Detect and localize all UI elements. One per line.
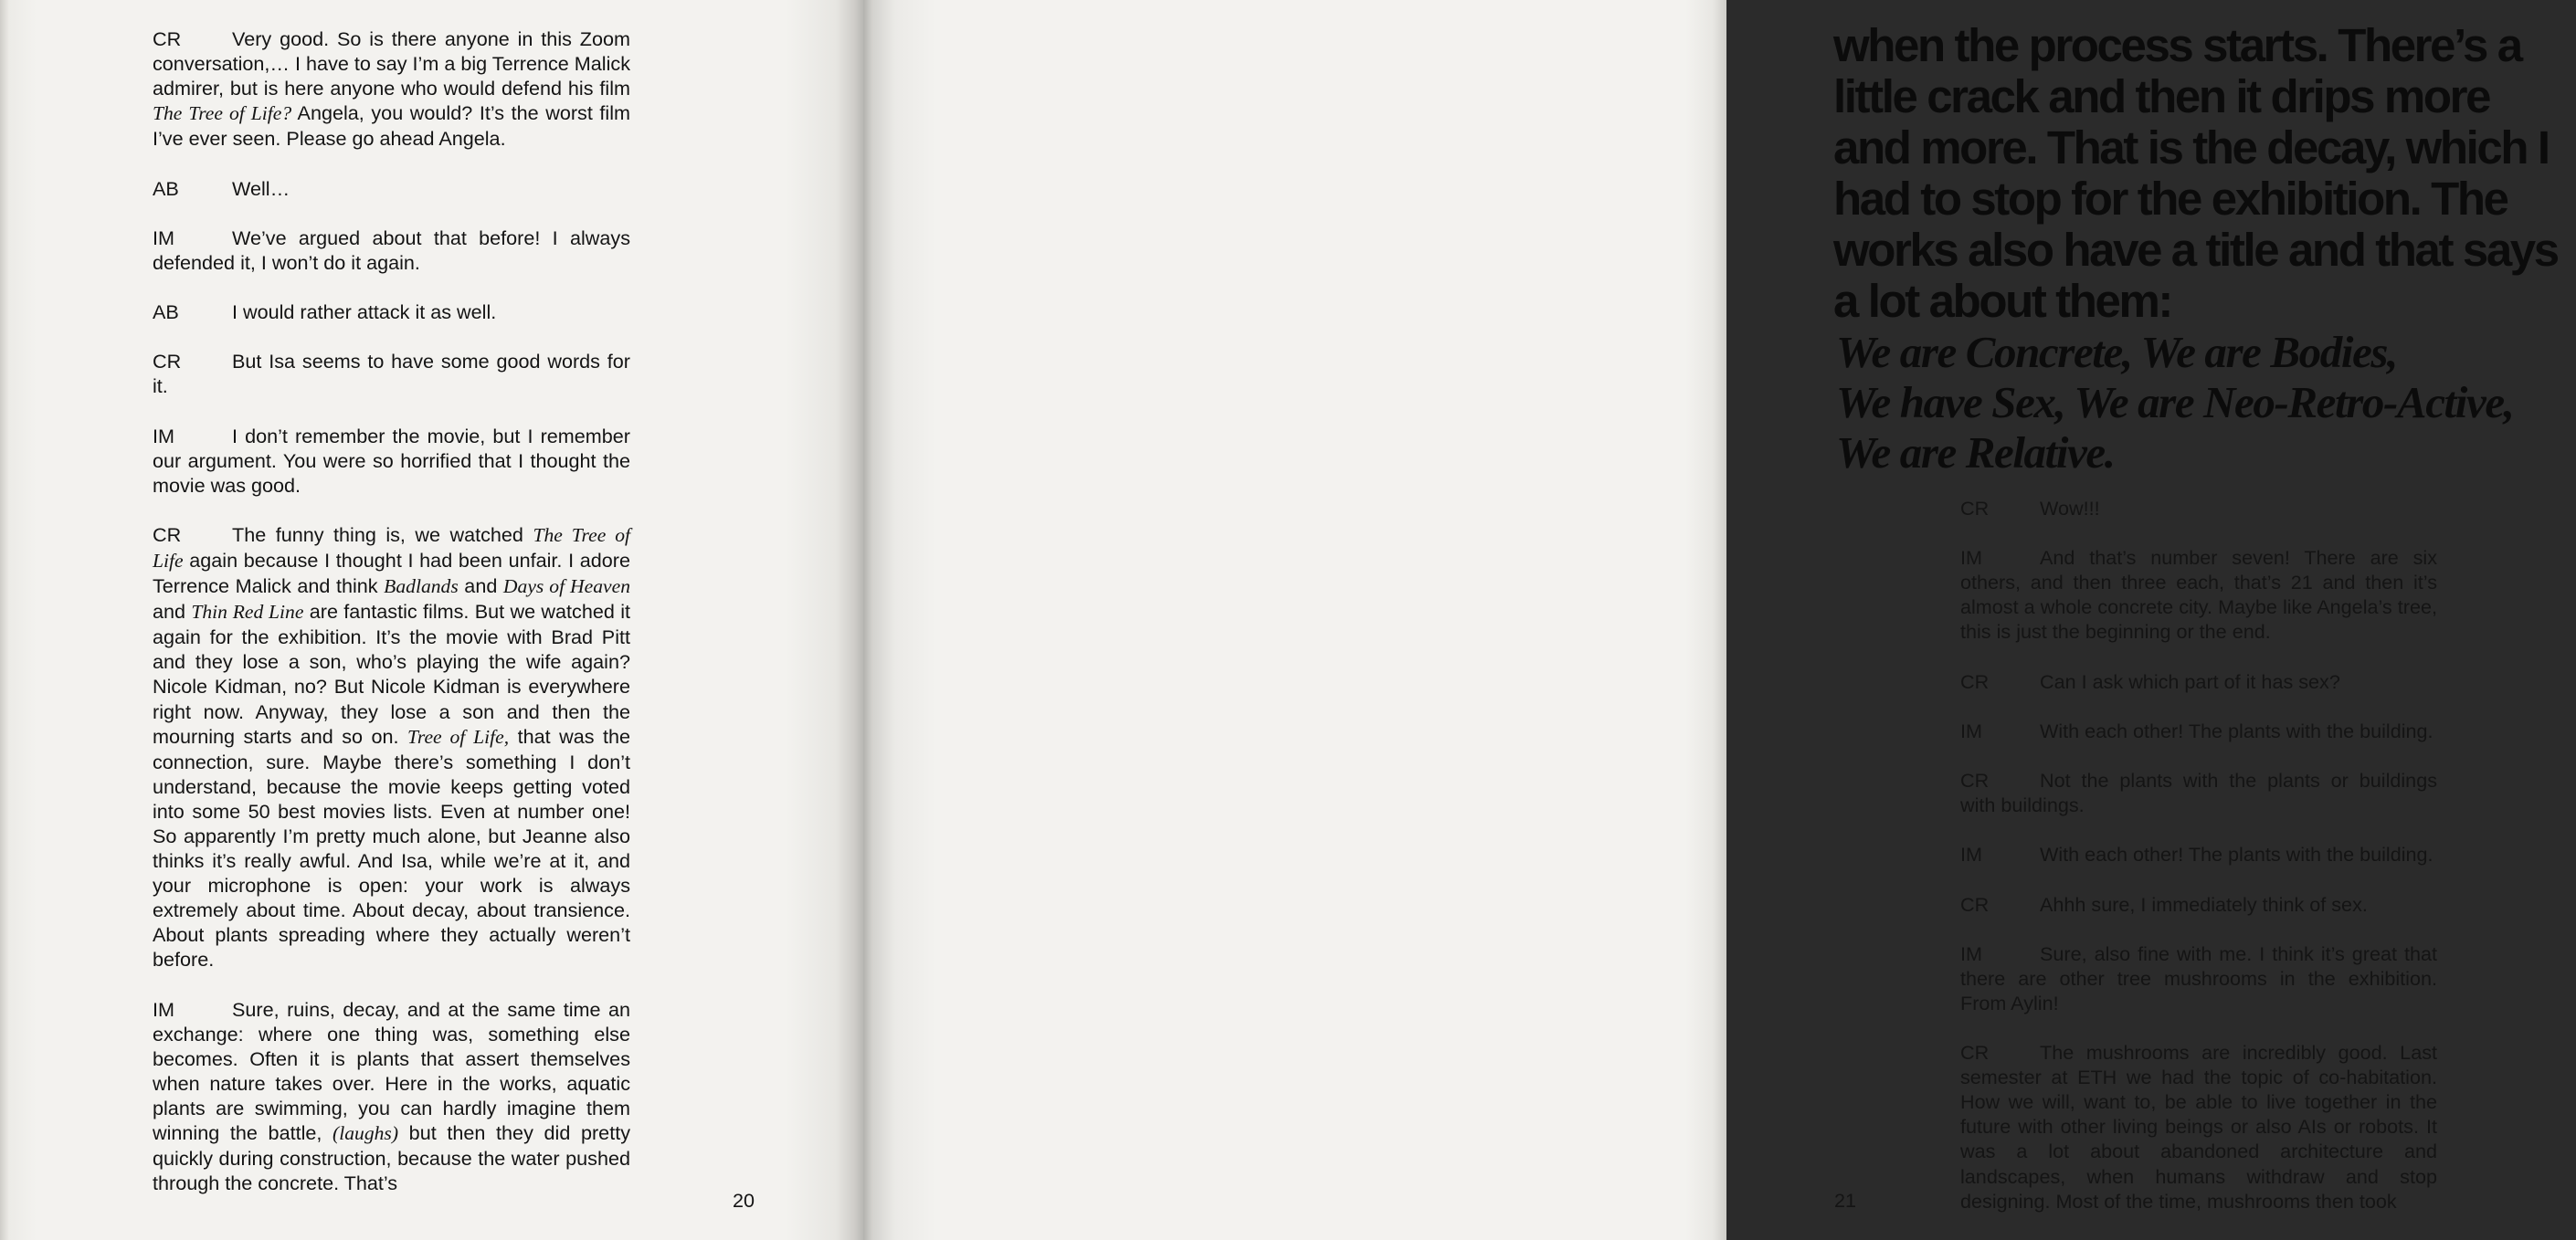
dialogue-text: are fantastic films. But we watched it again for the exhibition. It’s the movie with Brad Pitt and they lose a son, who’s playing the wife again? Nicole Kidman, no? But Nicole Kidman is everywhere right now. Anyway, they lose a son and then the mourning starts and so on. <box>153 600 630 748</box>
speaker-initials: CR <box>153 27 182 50</box>
dialogue-text: but then they did pretty quickly during construction, because the water pushed through the concrete. That’s <box>153 1121 630 1195</box>
dialogue-entry <box>1960 496 2437 520</box>
left-page-dialogue <box>153 26 630 1221</box>
speaker-initials: CR <box>1960 669 1990 693</box>
speaker-initials: IM <box>1960 719 1982 742</box>
dialogue-entry <box>1960 669 2437 694</box>
dialogue-text: And that’s number seven! There are six others, and then three each, that’s 21 and then it’s almost a whole concrete city. Maybe like Angela’s tree, this is just the beginning or the end. <box>1960 546 2437 644</box>
dialogue-text: again because I thought I had been unfair. I adore Terrence Malick and think <box>153 548 630 598</box>
speaker-initials: IM <box>1960 546 1982 570</box>
dialogue-text: I don’t remember the movie, but I remember our argument. You were so horrified that I thought the movie was good. <box>153 424 630 497</box>
speaker-initials: CR <box>1960 1041 1990 1065</box>
dialogue-text: With each other! The plants with the building. <box>2040 719 2433 742</box>
dialogue-text: that was the connection, sure. Maybe there’s something I don’t understand, because the movie keeps getting voted into some 50 best movies lists. Even at number one! So apparently I’m pretty much alone, but Jeanne also thinks it’s really awful. And Isa, while we’re at it, and your microphone is open: your work is always extremely about time. About decay, about transience. About plants spreading where they actually weren’t before. <box>153 724 631 972</box>
dialogue-entry <box>1960 1040 2437 1214</box>
speaker-initials: IM <box>153 997 174 1021</box>
work-title-line: We are Relative. <box>1836 427 2115 478</box>
speaker-initials: CR <box>153 522 182 546</box>
dialogue-text: The mushrooms are incredibly good. Last semester at ETH we had the topic of co-habitation. How we will, want to, be able to live together in the future with other living beings or also AIs or robots. It was a lot about abandoned architecture and landscapes, when humans withdraw and stop designing. Most of the time, mushrooms then took <box>1960 1041 2437 1213</box>
dialogue-text: and <box>458 574 503 598</box>
italic-title: The Tree of Life <box>153 523 630 572</box>
dialogue-text: Well… <box>232 176 290 200</box>
dialogue-entry <box>1960 842 2437 867</box>
dialogue-text: But Isa seems to have some good words for it. <box>153 350 630 398</box>
dialogue-entry <box>153 424 630 498</box>
dialogue-entry <box>153 522 630 972</box>
speaker-initials: AB <box>153 300 179 324</box>
italic-title: Days of Heaven <box>502 575 630 598</box>
dialogue-entry <box>153 26 630 151</box>
speaker-initials: IM <box>153 226 174 249</box>
speaker-initials: IM <box>153 424 174 447</box>
page-number: 20 <box>733 1189 755 1212</box>
speaker-initials: CR <box>1960 892 1990 916</box>
dialogue-text: Wow!!! <box>2040 497 2100 520</box>
italic-title: Thin Red Line <box>191 601 304 624</box>
work-titles <box>1836 327 2576 478</box>
dialogue-text: With each other! The plants with the building. <box>2040 843 2433 867</box>
dialogue-text: Can I ask which part of it has sex? <box>2040 669 2340 693</box>
dialogue-text: Sure, ruins, decay, and at the same time an exchange: where one thing was, something else becomes. Often it is plants that assert themselves when nature takes over. Here in the works, aquatic plants are swimming, you can hardly imagine them winning the battle, <box>153 997 630 1145</box>
dialogue-entry <box>1960 941 2437 1015</box>
dialogue-entry <box>153 226 630 275</box>
left-page <box>0 0 863 1240</box>
dialogue-text: I would rather attack it as well. <box>232 300 497 324</box>
dialogue-entry <box>1960 892 2437 917</box>
dialogue-text: Sure, also fine with me. I think it’s great that there are other tree mushrooms in the exhibition. From Aylin! <box>1960 941 2437 1014</box>
italic-title: (laughs) <box>333 1122 399 1145</box>
speaker-initials: CR <box>153 350 182 373</box>
italic-title: Tree of Life, <box>407 725 510 748</box>
dialogue-entry <box>1960 768 2437 817</box>
speaker-initials: CR <box>1960 497 1990 520</box>
pull-quote-headline: when the process starts. There’s a little crack and then it drips more and more. That is the decay, which I had to stop for the exhibition. The works also have a title and that says a lot about them: <box>1833 19 2558 327</box>
italic-title: Badlands <box>384 575 459 598</box>
italic-title: The Tree of Life? <box>153 102 292 125</box>
page-number: 21 <box>1834 1189 1857 1212</box>
dialogue-entry <box>153 176 630 201</box>
dialogue-text: Angela, you would? It’s the worst film I’ve ever seen. Please go ahead Angela. <box>153 101 630 151</box>
speaker-initials: AB <box>153 176 179 200</box>
dialogue-entry <box>1960 719 2437 743</box>
dialogue-text: Not the plants with the plants or buildings with buildings. <box>1960 769 2437 817</box>
dialogue-text: and <box>153 600 192 624</box>
right-page-dialogue <box>1960 496 2437 1238</box>
right-page <box>863 0 2558 1240</box>
dialogue-entry <box>1960 545 2437 644</box>
dialogue-entry <box>153 997 630 1196</box>
dialogue-text: Very good. So is there anyone in this Zoom conversation,… I have to say I’m a big Terrence Malick admirer, but is here anyone who would defend his film <box>153 27 630 100</box>
dialogue-text: The funny thing is, we watched <box>232 522 533 546</box>
work-title-line: We are Concrete, We are Bodies, <box>1836 327 2397 377</box>
dialogue-text: We’ve argued about that before! I always defended it, I won’t do it again. <box>153 226 630 274</box>
speaker-initials: IM <box>1960 843 1982 867</box>
dialogue-entry <box>153 299 630 324</box>
dialogue-text: Ahhh sure, I immediately think of sex. <box>2040 892 2368 916</box>
work-title-line: We have Sex, We are Neo-Retro-Active, <box>1836 377 2514 427</box>
dialogue-entry <box>153 349 630 398</box>
speaker-initials: IM <box>1960 941 1982 965</box>
speaker-initials: CR <box>1960 769 1990 793</box>
